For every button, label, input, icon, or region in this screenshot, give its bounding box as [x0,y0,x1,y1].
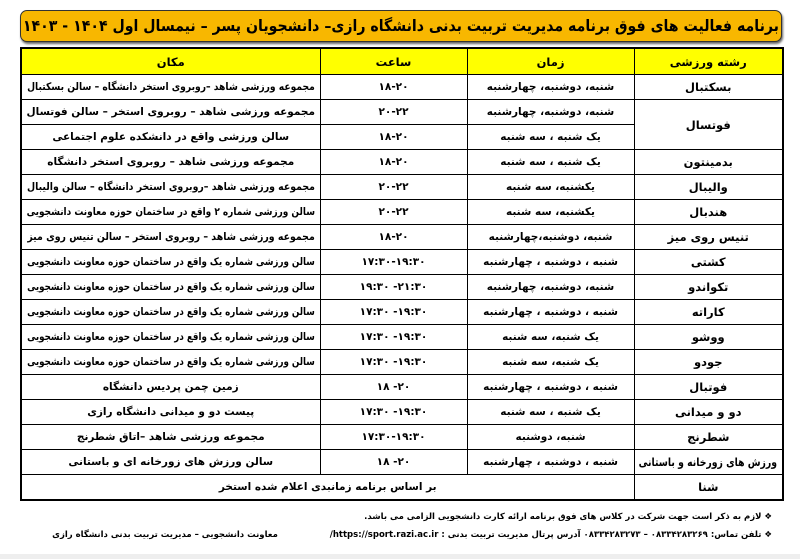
table-row [21,300,783,325]
table-row [21,425,783,450]
bottom-strip [0,554,800,559]
cell-hour [320,425,467,450]
cell-hour [320,450,467,475]
sport-text: تکواندو [688,280,729,294]
hour-text: ۱۸-۲۰ [378,231,409,243]
place-text: مجموعه ورزشی شاهد – روبروی استخر دانشگاه [47,156,295,168]
cell-place [21,300,320,325]
note-student-card-box [32,511,772,523]
days-text: شنبه، دوشنبه، چهارشنبه [486,281,615,293]
note-contact-box [322,529,772,541]
place-text: پیست دو و میدانی دانشگاه رازی [87,406,255,418]
cell-sport [634,200,783,225]
cell-place [21,200,320,225]
cell-days [467,175,634,200]
cell-place [21,100,320,125]
cell-days [467,425,634,450]
hour-text: ۲۰-۲۲ [378,206,409,218]
schedule-table [20,47,784,501]
sport-text: جودو [693,355,723,369]
hour-text: ۲۰-۲۲ [378,106,409,118]
place-text: مجموعه ورزشی شاهد – روبروی استخر – سالن تنیس روی میز [27,231,315,243]
cell-sport [634,475,783,501]
cell-days [467,300,634,325]
swim-note: بر اساس برنامه زمانبدی اعلام شده استخر [218,481,437,493]
signature: معاونت دانشجویی – مدیریت تربیت بدنی دانشگاه رازی [52,530,278,540]
sport-text: فوتسال [685,117,731,132]
place-text: سالن ورزشی شماره یک واقع در ساختمان حوزه معاونت دانشجویی [26,331,315,343]
days-text: شنبه ، دوشنبه ، چهارشنبه [483,456,618,468]
table-row [21,250,783,275]
cell-days [467,250,634,275]
place-text: مجموعه ورزشی شاهد –روبروی استخر دانشگاه – سالن والیبال [26,181,315,193]
cell-sport [634,425,783,450]
place-text: مجموعه ورزشی شاهد –اتاق شطرنج [76,431,265,443]
table-header-row [21,48,783,75]
hour-text: ۱۷:۳۰ -۱۹:۳۰ [359,406,428,418]
days-text: یک شنبه، سه شنبه [502,331,599,343]
cell-sport [634,175,783,200]
days-text: یک شنبه ، سه شنبه [500,156,601,168]
table-row-swim [21,475,783,501]
cell-hour [320,375,467,400]
cell-hour [320,175,467,200]
sport-text: کاراته [691,305,725,319]
cell-days [467,225,634,250]
header-place: مکان [21,48,320,75]
note-student-card: ❖ لازم به ذکر است جهت شرکت در کلاس های فوق برنامه ارائه کارت دانشجویی الزامی می باشد. [364,512,772,522]
table-row [21,375,783,400]
cell-sport [634,100,783,150]
sport-text: هندبال [689,205,728,219]
hour-text: ۱۸ -۲۰ [376,456,411,468]
table-row [21,150,783,175]
days-text: یک شنبه ، سه شنبه [500,131,601,143]
note-contact: ❖ تلفن تماس: ۰۸۳۳۴۲۸۳۲۶۹ – ۰۸۳۳۴۲۸۳۲۷۳ آدرس پرتال مدیریت تربیت بدنی : https://sport.razi.ac.ir/ [329,530,772,540]
table-row [21,225,783,250]
table-row [21,100,783,125]
cell-swim [21,475,634,501]
hour-text: ۱۸-۲۰ [378,156,409,168]
cell-days [467,400,634,425]
cell-place [21,75,320,100]
table-row [21,275,783,300]
days-text: شنبه ، دوشنبه ، چهارشنبه [483,381,618,393]
cell-sport [634,225,783,250]
signature-box [40,529,290,541]
cell-sport [634,450,783,475]
hour-text: ۱۹:۳۰ -۲۱:۳۰ [359,281,428,293]
place-text: سالن ورزشی شماره یک واقع در ساختمان حوزه معاونت دانشجویی [26,306,315,318]
table-row [21,325,783,350]
hour-text: ۱۷:۳۰ -۱۹:۳۰ [359,306,428,318]
table-row [21,450,783,475]
days-text: شنبه ، دوشنبه ، چهارشنبه [483,256,618,268]
cell-days [467,125,634,150]
days-text: یکشنبه، سه شنبه [506,206,595,218]
place-text: سالن ورزشی شماره یک واقع در ساختمان حوزه معاونت دانشجویی [26,256,315,268]
sport-text: ووشو [691,330,725,344]
cell-sport [634,325,783,350]
header-sport: رشته ورزشی [634,48,783,75]
table-row [21,400,783,425]
header-days: زمان [467,48,634,75]
cell-place [21,250,320,275]
place-text: مجموعه ورزشی شاهد –روبروی استخر دانشگاه – سالن بسکتبال [26,81,315,93]
cell-sport [634,350,783,375]
cell-days [467,350,634,375]
cell-hour [320,400,467,425]
sport-text: دو و میدانی [674,405,742,419]
hour-text: ۱۸-۲۰ [378,131,409,143]
cell-hour [320,200,467,225]
cell-hour [320,300,467,325]
cell-days [467,325,634,350]
cell-place [21,125,320,150]
cell-hour [320,150,467,175]
cell-place [21,175,320,200]
cell-sport [634,75,783,100]
place-text: سالن ورزشی شماره ۲ واقع در ساختمان حوزه معاونت دانشجویی [26,206,315,218]
sport-text: تنیس روی میز [667,230,749,244]
cell-place [21,400,320,425]
days-text: یکشنبه، سه شنبه [506,181,595,193]
cell-hour [320,350,467,375]
days-text: یک شنبه ، سه شنبه [500,406,601,418]
cell-sport [634,275,783,300]
place-text: سالن ورزشی واقع در دانشکده علوم اجتماعی [52,131,290,143]
sport-text: ورزش های زورخانه و باستانی [638,455,778,469]
sport-text: کشتی [690,255,726,269]
cell-hour [320,250,467,275]
place-text: سالن ورزشی شماره یک واقع در ساختمان حوزه معاونت دانشجویی [26,356,315,368]
cell-place [21,450,320,475]
hour-text: ۱۸-۲۰ [378,81,409,93]
sport-text: شنا [698,480,719,494]
days-text: یک شنبه، سه شنبه [502,356,599,368]
hour-text: ۲۰-۲۲ [378,181,409,193]
place-text: مجموعه ورزشی شاهد – روبروی استخر – سالن فوتسال [26,106,315,118]
cell-sport [634,375,783,400]
cell-days [467,375,634,400]
page-banner [20,10,782,42]
sport-text: بدمینتون [683,155,733,169]
cell-hour [320,225,467,250]
cell-hour [320,100,467,125]
table-row [21,75,783,100]
cell-days [467,100,634,125]
cell-place [21,275,320,300]
hour-text: ۱۷:۳۰ -۱۹:۳۰ [359,356,428,368]
header-hour: ساعت [320,48,467,75]
cell-days [467,275,634,300]
table-row [21,350,783,375]
cell-sport [634,300,783,325]
cell-days [467,450,634,475]
days-text: شنبه، دوشنبه، چهارشنبه [486,81,615,93]
cell-sport [634,400,783,425]
cell-place [21,375,320,400]
place-text: سالن ورزشی شماره یک واقع در ساختمان حوزه معاونت دانشجویی [26,281,315,293]
cell-place [21,425,320,450]
table-row [21,200,783,225]
hour-text: ۱۷:۳۰ -۱۹:۳۰ [359,331,428,343]
cell-hour [320,325,467,350]
hour-text: ۱۷:۳۰-۱۹:۳۰ [361,256,426,268]
days-text: شنبه، دوشنبه [515,431,586,443]
hour-text: ۱۸ -۲۰ [376,381,411,393]
cell-place [21,225,320,250]
cell-hour [320,75,467,100]
cell-days [467,75,634,100]
cell-sport [634,250,783,275]
cell-hour [320,275,467,300]
cell-days [467,200,634,225]
sport-text: شطرنج [687,430,730,444]
page-title: برنامه فعالیت های فوق برنامه مدیریت تربیت بدنی دانشگاه رازی– دانشجویان پسر – نیمسال اول ۱۴۰۴ - ۱۴۰۳ [22,17,779,35]
table-row [21,175,783,200]
cell-sport [634,150,783,175]
place-text: زمین چمن پردیس دانشگاه [102,381,239,393]
days-text: شنبه ، دوشنبه ، چهارشنبه [483,306,618,318]
hour-text: ۱۷:۳۰-۱۹:۳۰ [361,431,426,443]
sport-text: والیبال [688,180,728,194]
cell-hour [320,125,467,150]
sport-text: بسکتبال [685,80,732,94]
cell-place [21,350,320,375]
cell-place [21,325,320,350]
cell-days [467,150,634,175]
days-text: شنبه، دوشنبه، چهارشنبه [486,106,615,118]
place-text: سالن ورزش های زورخانه ای و باستانی [68,456,274,468]
cell-place [21,150,320,175]
sport-text: فوتبال [689,380,728,394]
days-text: شنبه، دوشنبه،چهارشنبه [488,231,613,243]
